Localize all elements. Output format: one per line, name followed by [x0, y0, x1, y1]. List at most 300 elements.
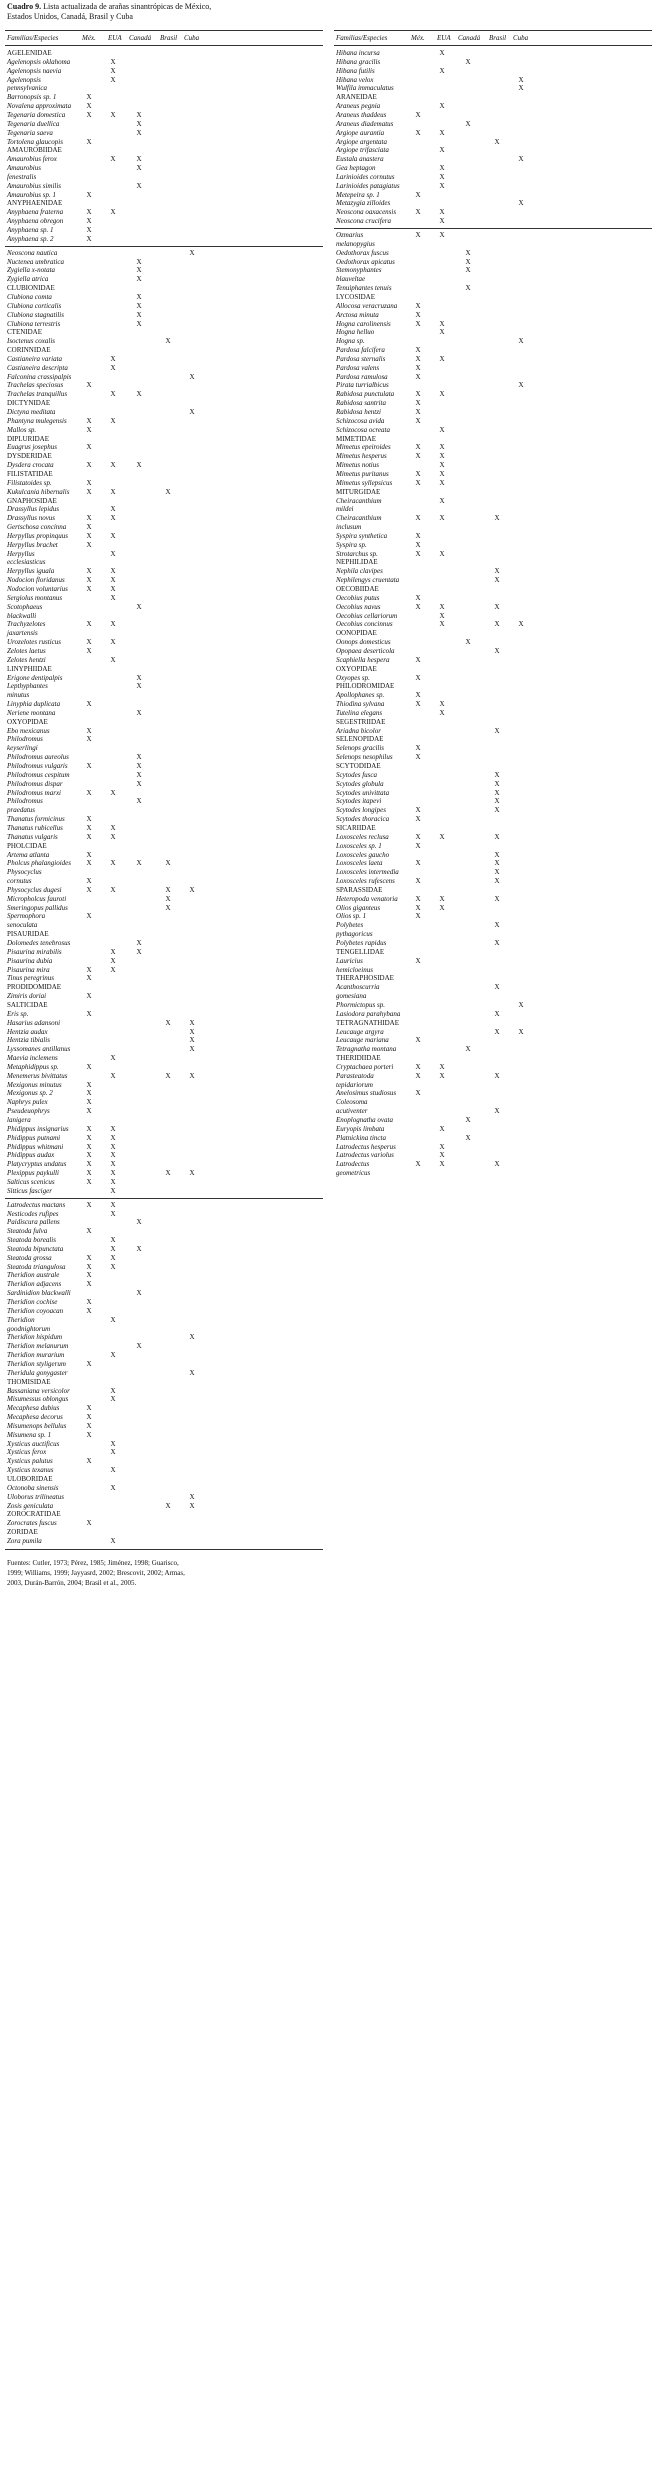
table-header [5, 30, 323, 46]
species-name: Zorocrates fuscus [7, 1519, 57, 1528]
species-name: Xysticus texanus [7, 1466, 54, 1475]
family-name: PISAURIDAE [7, 930, 49, 939]
presence-mark: X [86, 585, 92, 593]
presence-mark: X [415, 832, 421, 841]
presence-mark: X [110, 416, 116, 425]
species-name: gomesiana [336, 992, 367, 1001]
presence-mark: X [415, 877, 421, 886]
presence-mark: X [110, 1395, 116, 1404]
presence-mark: X [110, 1466, 116, 1475]
presence-mark: X [415, 602, 421, 611]
presence-mark: X [110, 1244, 116, 1253]
species-name: Dictyna meditata [7, 408, 56, 416]
presence-mark: X [86, 1177, 92, 1186]
family-name: PHILODROMIDAE [336, 682, 395, 691]
presence-mark: X [415, 1036, 421, 1045]
species-name: Pisaurina mira [7, 965, 50, 974]
species-name: pennsylvanica [7, 84, 48, 93]
presence-mark: X [415, 593, 421, 602]
presence-mark: X [494, 620, 500, 629]
presence-mark: X [465, 57, 471, 66]
presence-mark: X [439, 549, 445, 558]
species-name: Mimetus puritanus [336, 469, 389, 478]
presence-mark: X [415, 744, 421, 753]
species-name: Scytodes longipes [336, 806, 386, 815]
presence-mark: X [439, 700, 445, 709]
species-name: Wulfila immaculatus [336, 84, 394, 93]
presence-mark: X [86, 1271, 92, 1280]
footer-line: 1999; Williams, 1999; Jayyasrd, 2002; Brescovit, 2002; Armas, [7, 1568, 185, 1577]
presence-mark: X [439, 1142, 445, 1151]
presence-mark: X [165, 1169, 171, 1178]
presence-mark: X [518, 155, 524, 164]
species-name: Gertschosa concinna [7, 523, 67, 532]
presence-mark: X [465, 1116, 471, 1124]
presence-mark: X [110, 832, 116, 841]
presence-mark: X [110, 1351, 116, 1360]
species-name: Euryopis limbata [336, 1124, 385, 1133]
table-footer-sources [7, 1558, 647, 1588]
species-name: Amaurobius ferox [7, 155, 57, 164]
presence-mark: X [110, 859, 116, 868]
presence-mark: X [465, 1045, 471, 1054]
presence-mark: X [86, 1098, 92, 1107]
presence-mark: X [518, 620, 524, 629]
presence-mark: X [86, 1089, 92, 1098]
species-name: Mimetus syllepsicus [336, 478, 393, 487]
presence-mark: X [136, 1289, 142, 1298]
presence-mark: X [439, 469, 445, 478]
species-name: Pardosa falcifera [336, 346, 385, 355]
species-name: Scytodes thoracica [336, 815, 390, 824]
species-name: Rabidosa hentzi [336, 408, 381, 416]
presence-mark: X [165, 1071, 171, 1080]
species-name: Zimiris doriai [7, 992, 47, 1001]
species-name: Theridion adjacens [7, 1280, 62, 1289]
presence-mark: X [86, 1457, 92, 1466]
species-name: Zosis geniculata [7, 1501, 54, 1510]
species-name: Pardosa valens [336, 363, 380, 372]
presence-mark: X [415, 408, 421, 416]
species-name: Theridion styligerum [7, 1359, 66, 1368]
species-name: Hibana futilis [336, 66, 375, 75]
presence-mark: X [110, 208, 116, 217]
species-name: Oecobius concinnus [336, 620, 393, 629]
species-name: Cheiracanthium [336, 514, 382, 523]
species-name: Scytodes globula [336, 779, 384, 788]
presence-mark: X [110, 531, 116, 540]
species-name: Paidiscura pallens [7, 1218, 60, 1227]
species-name: Theridion hispidum [7, 1333, 63, 1342]
presence-mark: X [110, 1071, 116, 1080]
presence-mark: X [518, 199, 524, 208]
species-name: Pirata turrialbicus [336, 381, 389, 390]
presence-mark: X [86, 735, 92, 744]
presence-mark: X [136, 779, 142, 788]
species-name: Steatoda borealis [7, 1236, 56, 1245]
presence-mark: X [86, 1160, 92, 1169]
presence-mark: X [86, 217, 92, 226]
species-name: Steatoda bipunctata [7, 1244, 64, 1253]
presence-mark: X [165, 903, 171, 912]
presence-mark: X [494, 806, 500, 815]
species-name: inclusum [336, 523, 362, 532]
presence-mark: X [415, 469, 421, 478]
family-name: ULOBORIDAE [7, 1475, 53, 1483]
species-name: Philodromus [7, 797, 43, 806]
presence-mark: X [136, 257, 142, 266]
presence-mark: X [415, 231, 421, 239]
presence-mark: X [494, 576, 500, 585]
species-name: Isoctenus coxalis [7, 337, 56, 346]
species-name: Cheiracanthium [336, 496, 382, 505]
species-name: Hibana incursa [336, 49, 380, 57]
presence-mark: X [415, 443, 421, 452]
presence-mark: X [136, 275, 142, 284]
presence-mark: X [415, 673, 421, 682]
presence-mark: X [136, 110, 142, 119]
presence-mark: X [465, 248, 471, 257]
species-name: Amaurobius [7, 164, 41, 173]
species-name: Parasteatoda [336, 1071, 374, 1080]
species-name: Tetragnatha montana [336, 1045, 397, 1054]
species-name: Phidippus whitmani [7, 1142, 64, 1151]
species-name: cornutus [7, 877, 32, 886]
species-name: Anyphaena sp. 1 [7, 226, 54, 234]
presence-mark: X [465, 119, 471, 128]
presence-mark: X [439, 1062, 445, 1071]
header-mexico: Méx. [82, 34, 96, 42]
presence-mark: X [189, 372, 195, 381]
family-name: GNAPHOSIDAE [7, 496, 57, 505]
species-name: Scytodes fusca [336, 770, 378, 779]
presence-mark: X [415, 372, 421, 381]
species-name: Latrodectus variolus [336, 1151, 394, 1160]
presence-mark: X [439, 390, 445, 399]
species-name: Erigone dentipalpis [7, 673, 63, 682]
species-name: Mallos sp. [7, 425, 37, 434]
species-name: Hogna carolinensis [336, 319, 391, 328]
presence-mark: X [465, 638, 471, 647]
species-name: Urozelotes rusticus [7, 638, 61, 647]
presence-mark: X [136, 319, 142, 328]
species-name: Phormictopus sp. [336, 1000, 385, 1009]
species-name: Platnickina tincta [336, 1133, 386, 1142]
species-name: senoculata [7, 921, 38, 930]
presence-mark: X [86, 540, 92, 549]
species-name: Mecaphesa dubius [7, 1404, 60, 1413]
species-name: Kukulcania hibernalis [7, 487, 70, 496]
family-name: SICARIIDAE [336, 823, 376, 832]
species-name: Latrodectus [336, 1160, 370, 1169]
presence-mark: X [415, 478, 421, 487]
species-name: Argiope trifasciata [336, 146, 389, 155]
presence-mark: X [110, 1177, 116, 1186]
species-name: Polybetes rapidus [336, 939, 387, 947]
species-name: geometricus [336, 1169, 371, 1178]
species-name: Pisaurina mirabilis [7, 947, 62, 956]
presence-mark: X [110, 461, 116, 470]
species-name: Pholcus phalangioides [7, 859, 71, 868]
presence-mark: X [165, 885, 171, 894]
presence-mark: X [86, 1169, 92, 1178]
species-name: Agelenopsis naevia [7, 66, 62, 75]
species-name: Anyphaena sp. 2 [7, 234, 54, 243]
presence-mark: X [86, 1519, 92, 1528]
species-name: Philodromus [7, 735, 43, 744]
species-name: Lauricius [336, 956, 363, 965]
presence-mark: X [189, 1036, 195, 1045]
species-name: Nephila clavipes [336, 567, 383, 576]
family-name: ANYPHAENIDAE [7, 199, 63, 208]
species-name: Neriene montana [7, 708, 56, 717]
presence-mark: X [86, 762, 92, 770]
family-name: THOMISIDAE [7, 1377, 51, 1386]
presence-mark: X [86, 1253, 92, 1262]
presence-mark: X [494, 921, 500, 930]
presence-mark: X [494, 850, 500, 859]
species-name: Octonoba sinensis [7, 1483, 59, 1492]
presence-mark: X [439, 354, 445, 363]
presence-mark: X [415, 859, 421, 868]
presence-mark: X [439, 66, 445, 75]
species-name: Argiope aurantia [336, 128, 385, 137]
species-name: Herpyllus propinquus [7, 531, 68, 540]
presence-mark: X [86, 1227, 92, 1236]
species-name: Selenops gracilis [336, 744, 385, 753]
presence-mark: X [86, 1200, 92, 1209]
species-name: Sitticus fasciger [7, 1186, 52, 1195]
presence-mark: X [439, 443, 445, 452]
presence-mark: X [86, 1404, 92, 1413]
presence-mark: X [136, 390, 142, 399]
species-name: Stemonyphantes [336, 266, 382, 275]
header-species: Familias/Especies [336, 34, 388, 42]
family-name: ZOROCRATIDAE [7, 1510, 61, 1519]
species-name: Metaphidippus sp. [7, 1062, 59, 1071]
species-name: Theridion cochise [7, 1298, 58, 1306]
presence-mark: X [415, 128, 421, 137]
presence-mark: X [86, 1359, 92, 1368]
species-name: Anelosimus studiosus [336, 1089, 397, 1098]
presence-mark: X [86, 461, 92, 470]
presence-mark: X [86, 1262, 92, 1271]
presence-mark: X [189, 1368, 195, 1377]
family-name: SPARASSIDAE [336, 885, 383, 894]
species-name: Larinioides cornutus [336, 172, 395, 181]
presence-mark: X [136, 119, 142, 128]
species-name: Novalena approximata [7, 102, 72, 111]
presence-mark: X [518, 75, 524, 84]
species-name: Lepthyphantes [7, 682, 48, 691]
presence-mark: X [136, 770, 142, 779]
presence-mark: X [86, 1280, 92, 1289]
species-name: Menemerus bivittatus [7, 1071, 68, 1080]
family-name: DYSDERIDAE [7, 452, 52, 461]
species-name: Leucauge mariana [336, 1036, 389, 1045]
family-name: SCYTODIDAE [336, 762, 381, 770]
species-name: Oecobius cellariorum [336, 611, 398, 620]
presence-mark: X [415, 956, 421, 965]
presence-mark: X [110, 1200, 116, 1209]
species-table-left [5, 30, 323, 1548]
presence-mark: X [494, 1071, 500, 1080]
presence-mark: X [136, 673, 142, 682]
presence-mark: X [136, 939, 142, 947]
presence-mark: X [110, 505, 116, 514]
presence-mark: X [110, 354, 116, 363]
presence-mark: X [110, 1142, 116, 1151]
presence-mark: X [86, 1133, 92, 1142]
species-name: Anyphaena obregon [7, 217, 64, 226]
presence-mark: X [136, 762, 142, 770]
species-name: Tortolena glaucopis [7, 137, 63, 146]
presence-mark: X [110, 823, 116, 832]
presence-mark: X [136, 155, 142, 164]
footer-line: Fuentes: Cutler, 1973; Pérez, 1985; Jiménez, 1998; Guarisco, [7, 1558, 179, 1567]
species-name: Neoscona crucifera [336, 217, 392, 226]
presence-mark: X [165, 1018, 171, 1027]
species-name: Eustala anastera [336, 155, 384, 164]
family-name: MIMETIDAE [336, 434, 377, 443]
family-name: OXYOPIDAE [7, 717, 48, 726]
presence-mark: X [494, 779, 500, 788]
family-name: FILISTATIDAE [7, 469, 53, 478]
presence-mark: X [415, 319, 421, 328]
species-name: Lyssomanes antillanus [7, 1045, 71, 1054]
species-name: Leucauge argyra [336, 1027, 384, 1036]
header-canada: Canadá [458, 34, 481, 42]
family-name: OXYOPIDAE [336, 664, 377, 673]
species-name: Philodromus cespitum [7, 770, 70, 779]
species-name: Euagrus josephus [7, 443, 57, 452]
presence-mark: X [494, 1009, 500, 1018]
presence-mark: X [110, 567, 116, 576]
presence-mark: X [465, 1133, 471, 1142]
presence-mark: X [110, 1448, 116, 1457]
species-name: mildei [336, 505, 354, 514]
species-name: Dolomedes tenebrosus [7, 939, 71, 947]
species-name: Theridion [7, 1315, 35, 1324]
presence-mark: X [110, 585, 116, 593]
family-name: DICTYNIDAE [7, 399, 51, 408]
species-name: Tegenaria saeva [7, 128, 53, 137]
caption-text: Lista actualizada de arañas sinantrópicas de México, [43, 2, 212, 11]
species-name: Misumenops bellulus [7, 1421, 67, 1430]
species-name: Naphrys pulex [7, 1098, 48, 1107]
species-name: Plexippus paykulli [7, 1169, 59, 1178]
presence-mark: X [415, 753, 421, 762]
header-brazil: Brasil [160, 34, 178, 42]
species-name: Pardosa ramulosa [336, 372, 388, 381]
species-name: keyserlingi [7, 744, 38, 753]
species-name: Tutelina elegans [336, 708, 383, 717]
presence-mark: X [86, 1151, 92, 1160]
species-name: Bassaniana versicolor [7, 1386, 70, 1395]
presence-mark: X [494, 894, 500, 903]
species-name: Philodromus marxi [7, 788, 61, 797]
presence-mark: X [415, 815, 421, 824]
species-name: Theridula gonygaster [7, 1368, 68, 1377]
species-name: Hogna helluo [336, 328, 375, 337]
species-name: Agelenopsis [7, 75, 41, 84]
presence-mark: X [110, 593, 116, 602]
presence-mark: X [165, 487, 171, 496]
presence-mark: X [439, 231, 445, 239]
presence-mark: X [439, 611, 445, 620]
species-name: Oecobius navus [336, 602, 381, 611]
species-name: Hibana gracilis [336, 57, 381, 66]
presence-mark: X [110, 1124, 116, 1133]
presence-mark: X [86, 381, 92, 390]
species-name: Ebo mexicanus [7, 726, 50, 735]
header-usa: EUA [437, 34, 451, 42]
species-name: Amaurobius similis [7, 181, 61, 190]
species-name: Gea heptagon [336, 164, 376, 173]
presence-mark: X [439, 208, 445, 217]
presence-mark: X [86, 1142, 92, 1151]
species-name: Metazygia zilloides [336, 199, 391, 208]
presence-mark: X [86, 226, 92, 234]
species-name: Xysticus ferox [7, 1448, 47, 1457]
species-name: Araneus diadematus [336, 119, 394, 128]
species-name: Platycryptus undatus [7, 1160, 67, 1169]
species-name: Maevia inclemens [7, 1054, 58, 1063]
presence-mark: X [439, 903, 445, 912]
presence-mark: X [415, 841, 421, 850]
species-name: Nuctenea umbratica [7, 257, 64, 266]
header-mexico: Méx. [411, 34, 425, 42]
species-name: Philodromus aureolus [7, 753, 69, 762]
presence-mark: X [86, 974, 92, 983]
species-name: Arctosa minuta [336, 310, 379, 319]
presence-mark: X [136, 1218, 142, 1227]
presence-mark: X [439, 1160, 445, 1169]
presence-mark: X [86, 487, 92, 496]
species-name: Phidippus insignarius [7, 1124, 69, 1133]
presence-mark: X [86, 478, 92, 487]
presence-mark: X [110, 1536, 116, 1545]
header-species: Familias/Especies [7, 34, 59, 42]
species-name: goodnightorum [7, 1324, 51, 1333]
presence-mark: X [518, 1000, 524, 1009]
species-name: Scotophaeus [7, 602, 43, 611]
species-name: Tenuiphantes tenuis [336, 284, 392, 293]
presence-mark: X [86, 1298, 92, 1306]
presence-mark: X [86, 638, 92, 647]
presence-mark: X [439, 620, 445, 629]
species-name: Metepeira sp. 1 [336, 190, 380, 199]
presence-mark: X [136, 602, 142, 611]
presence-mark: X [86, 1124, 92, 1133]
presence-mark: X [86, 992, 92, 1001]
species-name: Scytodes itapevi [336, 797, 382, 806]
presence-mark: X [494, 859, 500, 868]
species-name: Scytodes univittata [336, 788, 390, 797]
species-name: Phantyna mulegensis [7, 416, 67, 425]
species-name: Nodocion voluntarius [7, 585, 68, 593]
family-name: AMAUROBIIDAE [7, 146, 62, 155]
family-name: OECOBIIDAE [336, 585, 379, 593]
presence-mark: X [439, 181, 445, 190]
family-name: THERAPHOSIDAE [336, 974, 394, 983]
species-name: blackwalli [7, 611, 37, 620]
presence-mark: X [439, 461, 445, 470]
species-name: Pisaurina dubia [7, 956, 53, 965]
species-name: Tegenaria domestica [7, 110, 66, 119]
presence-mark: X [165, 894, 171, 903]
presence-mark: X [415, 894, 421, 903]
